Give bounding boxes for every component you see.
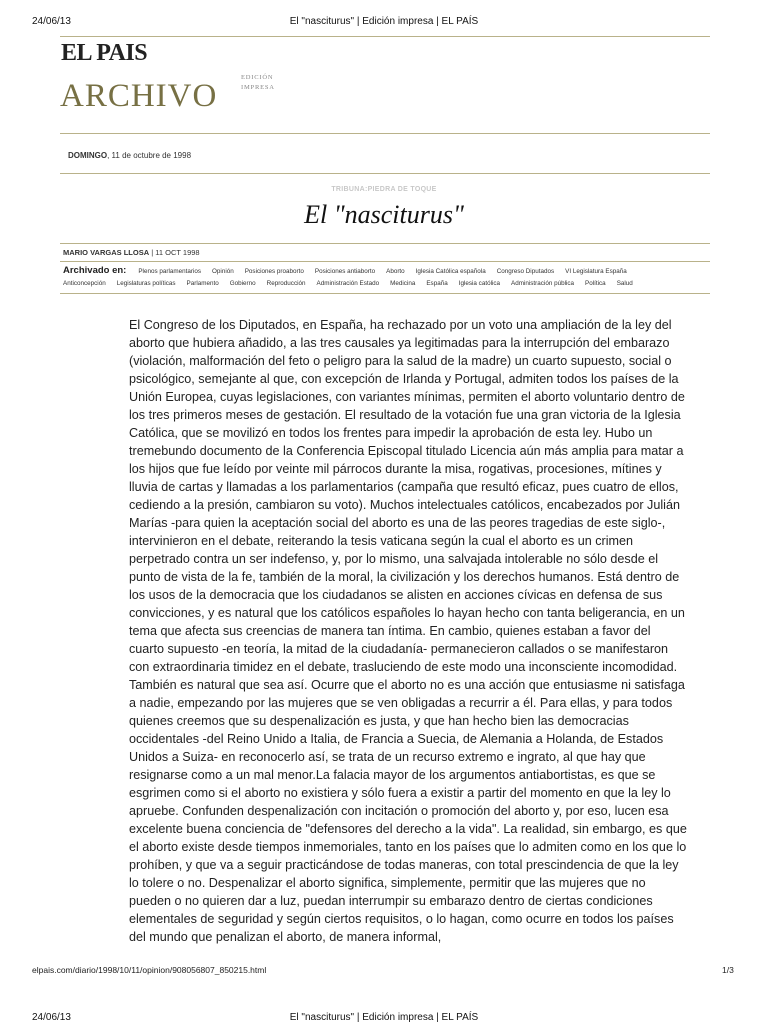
archive-tag-link[interactable]: Administración Estado <box>316 280 380 287</box>
archive-tag-link[interactable]: Iglesia católica <box>458 280 501 287</box>
archive-tag-link[interactable]: Gobierno <box>229 280 256 287</box>
archive-tag-link[interactable]: VI Legislatura España <box>565 268 627 275</box>
print-page-title: El "nasciturus" | Edición impresa | EL PAÍS <box>289 16 479 27</box>
dateline-weekday: DOMINGO <box>68 151 108 160</box>
archive-tag-link[interactable]: Política <box>585 280 606 287</box>
page-number: 1/3 <box>722 965 734 975</box>
dateline <box>68 151 191 160</box>
archive-tag-link[interactable]: Administración pública <box>511 280 575 287</box>
archive-tag-link[interactable]: Posiciones proaborto <box>244 268 304 275</box>
top-rule <box>60 36 710 37</box>
edition-label-line1: EDICIÓN <box>241 74 274 81</box>
print-header <box>0 16 768 30</box>
tag-row <box>63 265 713 280</box>
dateline-rule <box>60 173 710 174</box>
edition-label-line2: IMPRESA <box>241 84 275 91</box>
archived-label: Archivado en: <box>63 265 127 276</box>
edition-label <box>241 73 275 93</box>
archive-tag-link[interactable]: Medicina <box>390 280 416 287</box>
archivo-logo[interactable]: ARCHIVO <box>60 78 218 114</box>
archived-tags <box>63 265 713 295</box>
byline-bottom-rule <box>60 261 710 262</box>
archive-tag-link[interactable]: Anticoncepción <box>63 280 106 287</box>
archive-tag-link[interactable]: Aborto <box>386 268 405 275</box>
print-page-title: El "nasciturus" | Edición impresa | EL PAÍS <box>289 1012 479 1023</box>
byline-date: | 11 OCT 1998 <box>151 248 200 257</box>
section-label[interactable]: TRIBUNA:PIEDRA DE TOQUE <box>331 186 437 193</box>
archive-tag-link[interactable]: Plenos parlamentarios <box>138 268 202 275</box>
article-body: El Congreso de los Diputados, en España, ha rechazado por un voto una ampliación de la ley del aborto que hubiera añadido, a las tres causales ya legitimadas para la interrupción del embarazo (violación, malformación del feto o peligro para la salud de la madre) un cuarto supuesto, social o psicológico, semejante al que, con excepción de Irlanda y Portugal, admiten todos los países de la Unión Europea, cuyas legislaciones, con variantes mínimas, permiten el aborto voluntario dentro de los tres primeros meses de gestación. El resultado de la votación fue una gran victoria de la Iglesia Católica, que se movilizó en todos los frentes para impedir la aprobación de esta ley. Hubo un tremebundo documento de la Conferencia Episcopal titulado Licencia aún más amplia para matar a los hijos que fue leído por veinte mil párrocos durante la misa, rogativas, procesiones, mítines y lluvia de cartas y llamadas a los parlamentarios (campaña que resultó eficaz, pues cuatro de ellos, cediendo a la presión, cambiaron su voto). Muchos intelectuales católicos, encabezados por Julián Marías -para quien la aceptación social del aborto es una de las peores tragedias de este siglo-, intervinieron en el debate, reiterando la tesis vaticana según la cual el aborto es un crimen perpetrado contra un ser indefenso, y, por lo mismo, una salvajada intolerable no sólo desde el punto de vista de la fe, también de la moral, la civilización y los derechos humanos. Está dentro de los usos de la democracia que los ciudadanos se alisten en acciones cívicas en defensa de sus convicciones, y es natural que los católicos españoles lo hayan hecho con tanta beligerancia, en un tema que afecta sus creencias de manera tan íntima. En cambio, quienes estaban a favor del cuarto supuesto -en teoría, la mitad de la ciudadanía- permanecieron callados o se manifestaron con extraordinaria timidez en el debate, trasluciendo de este modo una inconsciente incomodidad. También es natural que sea así. Ocurre que el aborto no es una acción que entusiasme ni satisfaga a nadie, empezando por las mujeres que se ven obligadas a recurrir a él. Para ellas, y para todos quienes creemos que su despenalización es justa, y que han hecho bien las democracias occidentales -del Reino Unido a Italia, de Francia a Suecia, de Alemania a Holanda, de Estados Unidos a Suiza- en reconocerlo así, se trata de un recurso extremo e ingrato, al que hay que resignarse como a un mal menor.La falacia mayor de los argumentos antiabortistas, es que se esgrimen como si el aborto no existiera y sólo fuera a existir a partir del momento en que la ley lo apruebe. Confunden despenalización con incitación o promoción del aborto y, por eso, lucen esa excelente buena conciencia de "defensores del derecho a la vida". La realidad, sin embargo, es que el aborto existe desde tiempos inmemoriales, tanto en los países que lo admiten como en los que lo prohíben, y que va a seguir practicándose de todas maneras, con total prescindencia de que la ley lo tolere o no. Despenalizar el aborto significa, simplemente, permitir que las mujeres que no pueden o no quieren dar a luz, puedan interrumpir su embarazo dentro de ciertas condiciones elementales de seguridad y según ciertos requisitos, o lo hagan, como ocurre en todos los países del mundo que penalizan el aborto, de manera informal, <box>129 318 687 944</box>
tags-rule <box>60 293 710 294</box>
archive-tag-link[interactable]: Iglesia Católica española <box>415 268 486 275</box>
archive-tag-link[interactable]: Legislaturas políticas <box>116 280 176 287</box>
archive-tag-link[interactable]: Salud <box>616 280 633 287</box>
byline-top-rule <box>60 243 710 244</box>
dateline-date: , 11 de octubre de 1998 <box>107 151 192 160</box>
print-date: 24/06/13 <box>32 16 71 27</box>
author-link[interactable]: MARIO VARGAS LLOSA <box>63 248 150 257</box>
archive-tag-link[interactable]: España <box>426 280 448 287</box>
archive-tag-link[interactable]: Parlamento <box>186 280 219 287</box>
byline <box>63 248 200 257</box>
archive-tag-link[interactable]: Posiciones antiaborto <box>314 268 376 275</box>
archive-tag-link[interactable]: Opinión <box>212 268 234 275</box>
page-url: elpais.com/diario/1998/10/11/opinion/908056807_850215.html <box>32 965 267 975</box>
masthead-rule <box>60 133 710 134</box>
archive-tag-link[interactable]: Congreso Diputados <box>496 268 555 275</box>
print-header-next-page <box>0 1012 768 1024</box>
article-headline: El "nasciturus" <box>304 200 464 229</box>
print-date: 24/06/13 <box>32 1012 71 1023</box>
archive-tag-link[interactable]: Reproducción <box>266 280 306 287</box>
el-pais-logo[interactable]: EL PAIS <box>61 40 148 66</box>
